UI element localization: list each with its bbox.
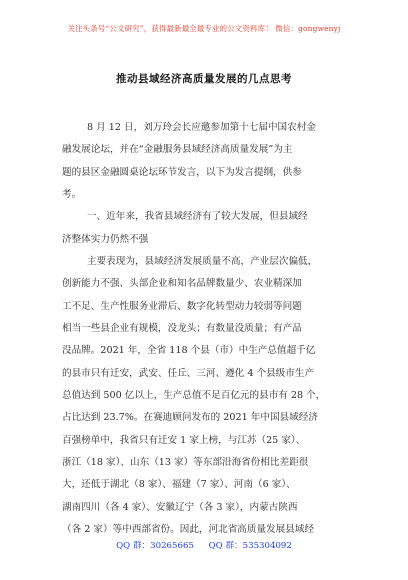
- body-line: 创新能力不强、头部企业和知名品牌数量少、农业精深加: [62, 278, 302, 289]
- section-heading: 济整体实力仍然不强: [62, 234, 149, 245]
- body-line: 的县市只有迁安，武安、任丘、三河、遵化 4 个县级市生产: [62, 368, 315, 379]
- document-title: 推动县域经济高质量发展的几点思考: [116, 73, 292, 85]
- body-line: 大，还低于湖北（8 家）、福建（7 家）、河南（6 家）、: [62, 479, 296, 490]
- body-line: 工不足、生产性服务业滞后、数字化转型动力较弱等问题: [62, 301, 302, 312]
- body-line: 融发展论坛，并在“金融服务县域经济高质量发展”为主: [62, 144, 293, 155]
- qq-group-1: QQ 群：30265665: [116, 541, 194, 551]
- body-line: 浙江（18 家）、山东（13 家）等东部沿海省份相比差距很: [62, 457, 309, 468]
- body-line: 总值达到 500 亿以上，生产总值不足百亿元的县市有 28 个，: [62, 390, 326, 401]
- body-line: 占比达到 23.7%。在赛迪顾问发布的 2021 年中国县域经济: [62, 412, 318, 423]
- header-banner: 关注头条号“公文研究”，获得最新最全最专业的公文资料库！ 微信：gongwenyj: [67, 24, 341, 33]
- body-line: 没品牌。2021 年，全省 118 个县（市）中生产总值超千亿: [62, 345, 316, 356]
- body-line: 题的县区金融圆桌论坛环节发言，以下为发言提纲，供参: [62, 167, 302, 178]
- body-line: 相当一些县企业有规模，没龙头；有数量没质量；有产品: [62, 323, 302, 334]
- footer: [0, 539, 408, 551]
- body-line: 湖南四川（各 4 家）、安徽辽宁（各 3 家），内蒙古陕西: [62, 502, 298, 513]
- body-line-last: （各 2 家）等中西部省份。因此，河北省高质量发展县域经: [62, 524, 315, 535]
- section-heading: 一、近年来，我省县域经济有了较大发展，但县域经: [87, 211, 308, 222]
- body-line: 8 月 12 日，刘万玲会长应邀参加第十七届中国农村金: [87, 122, 316, 133]
- body-line: 主要表现为，县域经济发展质量不高，产业层次偏低，: [87, 256, 318, 267]
- body-line: 考。: [62, 189, 82, 200]
- qq-group-2: QQ 群：535304092: [208, 541, 292, 551]
- body-line: 百强榜单中，我省只有迁安 1 家上榜，与江苏（25 家）、: [62, 435, 306, 446]
